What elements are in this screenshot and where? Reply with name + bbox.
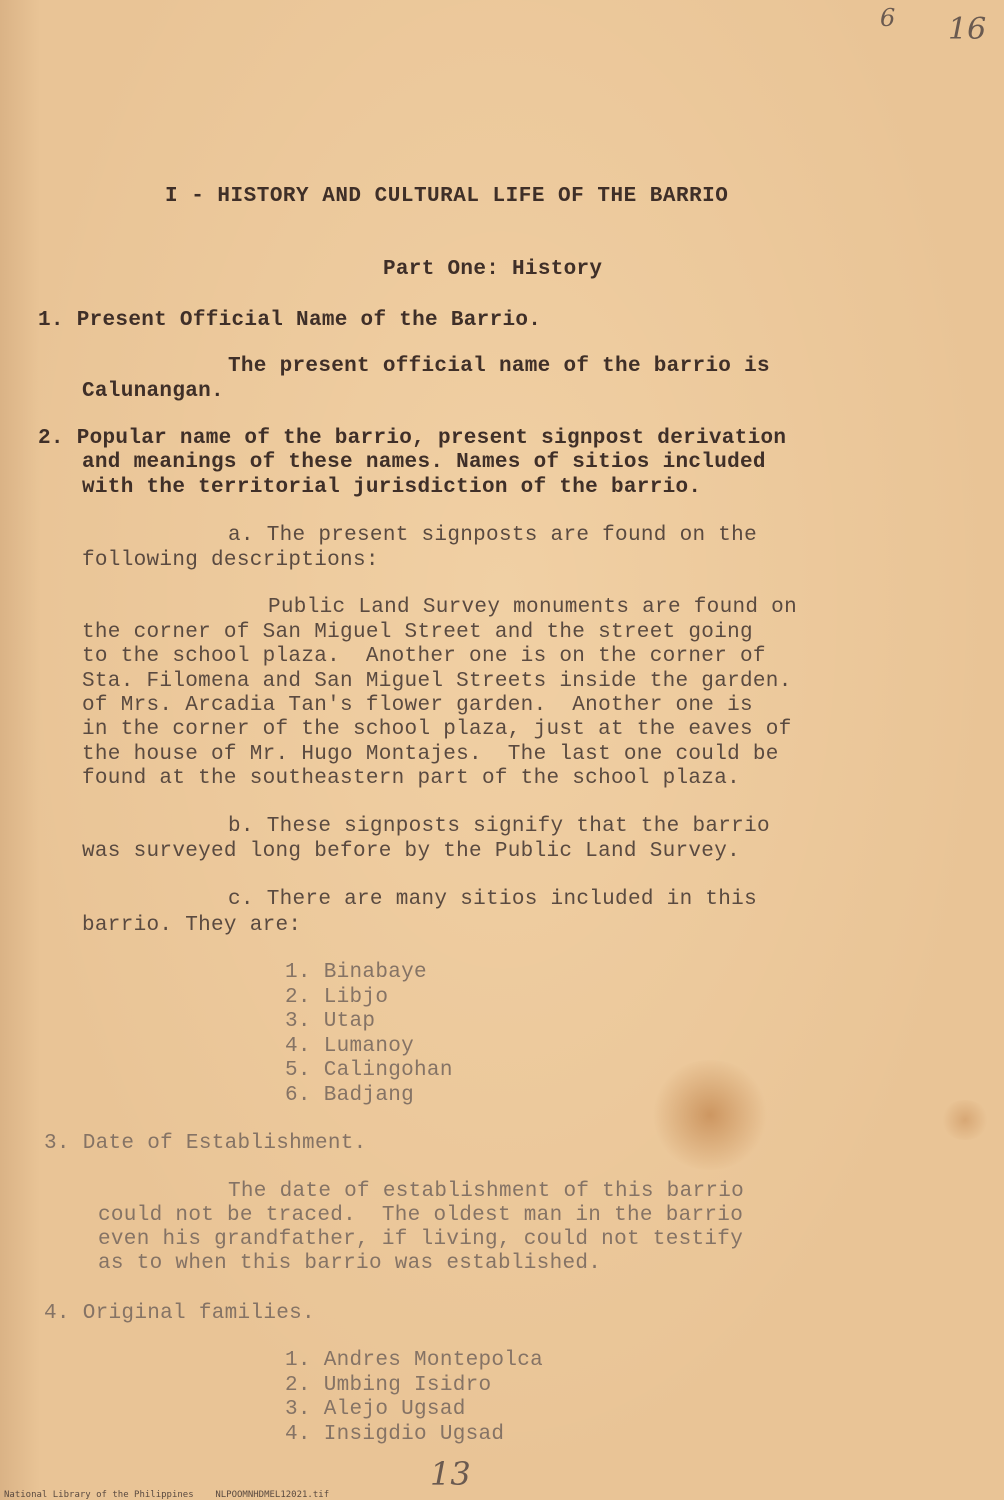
- paragraph-c-line: c. There are many sitios included in this: [228, 888, 757, 911]
- section-2-heading: 2. Popular name of the barrio, present signpost derivation: [38, 427, 787, 450]
- sitio-item: 5. Calingohan: [285, 1059, 453, 1082]
- document-title: I - HISTORY AND CULTURAL LIFE OF THE BARRIO: [165, 185, 729, 208]
- sitio-item: 3. Utap: [285, 1010, 376, 1033]
- family-item: 3. Alejo Ugsad: [285, 1398, 466, 1421]
- sitio-item: 1. Binabaye: [285, 961, 427, 984]
- sitio-item: 2. Libjo: [285, 986, 389, 1009]
- monument-line: Public Land Survey monuments are found on: [268, 596, 797, 619]
- page-mark-top-left: 6: [880, 4, 896, 32]
- section-1-line: Calunangan.: [82, 380, 224, 403]
- water-stain: [650, 1060, 770, 1170]
- section-3-line: could not be traced. The oldest man in the barrio: [98, 1204, 744, 1227]
- page-mark-top-right: 16: [948, 12, 987, 47]
- section-3-line: The date of establishment of this barrio: [228, 1180, 745, 1203]
- part-heading: Part One: History: [383, 258, 603, 281]
- archive-footer: National Library of the Philippines NLPOOMNHDMEL12021.tif: [4, 1490, 330, 1500]
- section-3-heading: 3. Date of Establishment.: [44, 1132, 367, 1155]
- page-number-handwritten: 13: [430, 1455, 471, 1493]
- monument-line: to the school plaza. Another one is on the corner of: [82, 645, 766, 668]
- section-3-line: even his grandfather, if living, could not testify: [98, 1228, 744, 1251]
- section-1-heading: 1. Present Official Name of the Barrio.: [38, 309, 542, 332]
- family-item: 4. Insigdio Ugsad: [285, 1423, 505, 1446]
- family-item: 1. Andres Montepolca: [285, 1349, 544, 1372]
- section-2-heading: with the territorial jurisdiction of the barrio.: [82, 476, 702, 499]
- section-2-heading: and meanings of these names. Names of sitios included: [82, 451, 766, 474]
- paragraph-b-line: was surveyed long before by the Public Land Survey.: [82, 840, 741, 863]
- sitio-item: 6. Badjang: [285, 1084, 415, 1107]
- monument-line: of Mrs. Arcadia Tan's flower garden. Another one is: [82, 694, 753, 717]
- section-4-heading: 4. Original families.: [44, 1302, 315, 1325]
- paragraph-c-line: barrio. They are:: [82, 914, 302, 937]
- section-1-line: The present official name of the barrio is: [228, 355, 770, 378]
- paragraph-b-line: b. These signposts signify that the barrio: [228, 815, 770, 838]
- monument-line: the corner of San Miguel Street and the street going: [82, 621, 753, 644]
- section-3-line: as to when this barrio was established.: [98, 1252, 602, 1275]
- monument-line: the house of Mr. Hugo Montajes. The last one could be: [82, 743, 779, 766]
- sitio-item: 4. Lumanoy: [285, 1035, 415, 1058]
- family-item: 2. Umbing Isidro: [285, 1374, 492, 1397]
- monument-line: found at the southeastern part of the school plaza.: [82, 767, 741, 790]
- paragraph-a-line: following descriptions:: [82, 549, 379, 572]
- monument-line: Sta. Filomena and San Miguel Streets inside the garden.: [82, 670, 792, 693]
- water-stain-small: [940, 1100, 990, 1140]
- monument-line: in the corner of the school plaza, just at the eaves of: [82, 718, 792, 741]
- paragraph-a-line: a. The present signposts are found on the: [228, 524, 757, 547]
